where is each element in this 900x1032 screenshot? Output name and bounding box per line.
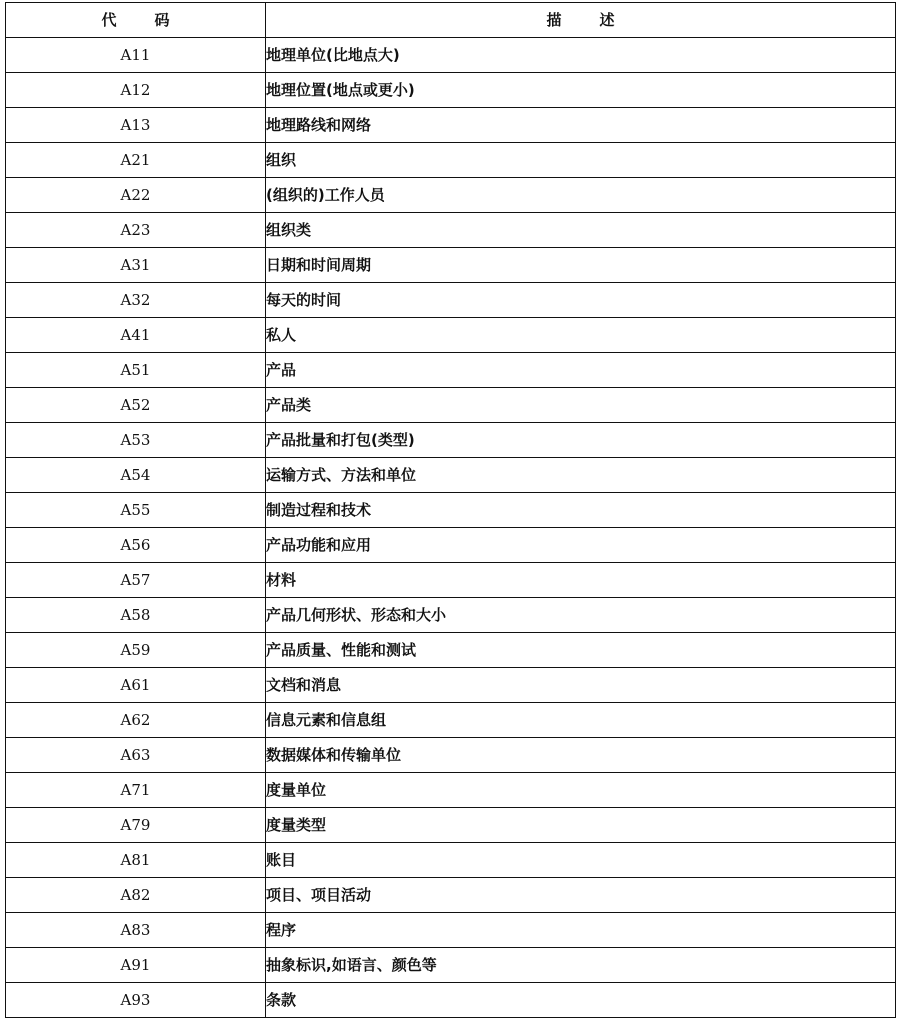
code-cell: A22 bbox=[6, 178, 266, 213]
table-row bbox=[6, 878, 896, 913]
code-cell: A21 bbox=[6, 143, 266, 178]
code-cell: A32 bbox=[6, 283, 266, 318]
code-cell: A51 bbox=[6, 353, 266, 388]
table-row bbox=[6, 598, 896, 633]
code-table-container bbox=[5, 2, 895, 1018]
desc-header-char-1: 描 bbox=[546, 11, 562, 29]
table-row bbox=[6, 563, 896, 598]
description-cell: 产品质量、性能和测试 bbox=[266, 633, 896, 668]
description-column-header bbox=[266, 3, 896, 38]
code-cell: A13 bbox=[6, 108, 266, 143]
description-cell: 产品功能和应用 bbox=[266, 528, 896, 563]
table-row bbox=[6, 178, 896, 213]
description-cell: 私人 bbox=[266, 318, 896, 353]
description-cell: 条款 bbox=[266, 983, 896, 1018]
code-cell: A11 bbox=[6, 38, 266, 73]
description-cell: 程序 bbox=[266, 913, 896, 948]
table-row bbox=[6, 633, 896, 668]
code-cell: A71 bbox=[6, 773, 266, 808]
table-row bbox=[6, 73, 896, 108]
code-cell: A58 bbox=[6, 598, 266, 633]
description-cell: 地理路线和网络 bbox=[266, 108, 896, 143]
description-cell: 产品 bbox=[266, 353, 896, 388]
code-cell: A53 bbox=[6, 423, 266, 458]
code-cell: A41 bbox=[6, 318, 266, 353]
table-row bbox=[6, 423, 896, 458]
table-row bbox=[6, 703, 896, 738]
description-cell: 文档和消息 bbox=[266, 668, 896, 703]
description-cell: 制造过程和技术 bbox=[266, 493, 896, 528]
table-row bbox=[6, 353, 896, 388]
description-cell: (组织的)工作人员 bbox=[266, 178, 896, 213]
description-cell: 信息元素和信息组 bbox=[266, 703, 896, 738]
description-cell: 地理位置(地点或更小) bbox=[266, 73, 896, 108]
description-cell: 组织 bbox=[266, 143, 896, 178]
description-cell: 材料 bbox=[266, 563, 896, 598]
code-cell: A56 bbox=[6, 528, 266, 563]
code-cell: A79 bbox=[6, 808, 266, 843]
description-cell: 地理单位(比地点大) bbox=[266, 38, 896, 73]
description-cell: 产品几何形状、形态和大小 bbox=[266, 598, 896, 633]
description-cell: 数据媒体和传输单位 bbox=[266, 738, 896, 773]
description-cell: 日期和时间周期 bbox=[266, 248, 896, 283]
table-row bbox=[6, 283, 896, 318]
description-cell: 抽象标识,如语言、颜色等 bbox=[266, 948, 896, 983]
code-cell: A93 bbox=[6, 983, 266, 1018]
code-cell: A57 bbox=[6, 563, 266, 598]
description-cell: 运输方式、方法和单位 bbox=[266, 458, 896, 493]
description-cell: 产品类 bbox=[266, 388, 896, 423]
code-cell: A23 bbox=[6, 213, 266, 248]
table-row bbox=[6, 913, 896, 948]
code-cell: A12 bbox=[6, 73, 266, 108]
code-cell: A81 bbox=[6, 843, 266, 878]
description-cell: 度量单位 bbox=[266, 773, 896, 808]
code-cell: A55 bbox=[6, 493, 266, 528]
table-row bbox=[6, 458, 896, 493]
table-row bbox=[6, 248, 896, 283]
description-cell: 每天的时间 bbox=[266, 283, 896, 318]
table-row bbox=[6, 808, 896, 843]
code-cell: A91 bbox=[6, 948, 266, 983]
description-cell: 账目 bbox=[266, 843, 896, 878]
table-row bbox=[6, 143, 896, 178]
table-row bbox=[6, 38, 896, 73]
code-cell: A83 bbox=[6, 913, 266, 948]
table-row bbox=[6, 983, 896, 1018]
code-cell: A59 bbox=[6, 633, 266, 668]
description-cell: 产品批量和打包(类型) bbox=[266, 423, 896, 458]
table-row bbox=[6, 528, 896, 563]
code-column-header bbox=[6, 3, 266, 38]
code-cell: A52 bbox=[6, 388, 266, 423]
table-row bbox=[6, 318, 896, 353]
table-header-row bbox=[6, 3, 896, 38]
code-cell: A82 bbox=[6, 878, 266, 913]
code-cell: A61 bbox=[6, 668, 266, 703]
description-cell: 项目、项目活动 bbox=[266, 878, 896, 913]
table-row bbox=[6, 668, 896, 703]
table-row bbox=[6, 213, 896, 248]
table-body bbox=[6, 38, 896, 1018]
table-row bbox=[6, 773, 896, 808]
code-cell: A63 bbox=[6, 738, 266, 773]
table-row bbox=[6, 738, 896, 773]
table-row bbox=[6, 948, 896, 983]
description-cell: 组织类 bbox=[266, 213, 896, 248]
desc-header-char-2: 述 bbox=[599, 11, 615, 29]
table-row bbox=[6, 388, 896, 423]
code-description-table bbox=[5, 2, 896, 1018]
code-header-char-2: 码 bbox=[154, 11, 170, 29]
table-row bbox=[6, 843, 896, 878]
code-cell: A54 bbox=[6, 458, 266, 493]
code-cell: A62 bbox=[6, 703, 266, 738]
table-row bbox=[6, 493, 896, 528]
code-header-char-1: 代 bbox=[101, 11, 117, 29]
description-cell: 度量类型 bbox=[266, 808, 896, 843]
table-row bbox=[6, 108, 896, 143]
code-cell: A31 bbox=[6, 248, 266, 283]
